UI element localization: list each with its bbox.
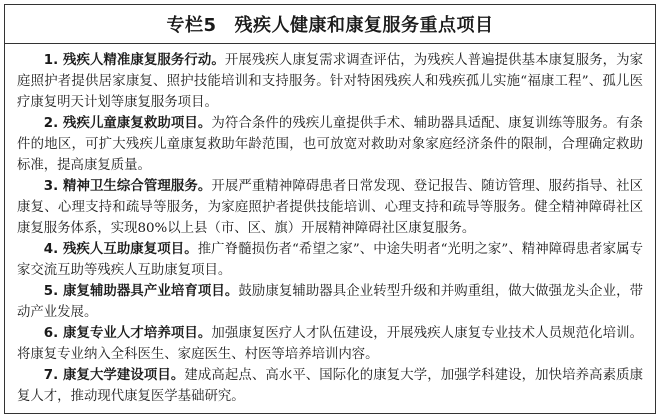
project-item-4	[17, 239, 643, 281]
column-header	[5, 5, 655, 44]
project-item-5	[17, 281, 643, 323]
project-lead: 6. 康复专业人才培养项目。	[43, 326, 212, 341]
project-lead: 3. 精神卫生综合管理服务。	[43, 179, 212, 194]
project-lead: 5. 康复辅助器具产业培育项目。	[43, 284, 239, 299]
project-text: 开展严重精神障碍患者日常发现、登记报告、随访管理、服药指导、社区康复、心理支持和疏导等服务，为家庭照护者提供技能培训、心理支持和疏导等服务。健全精神障碍社区康复服务体系，实现80%以上县（市、区、旗）开展精神障碍社区康复服务。	[17, 179, 643, 236]
project-text: 鼓励康复辅助器具企业转型升级和并购重组，做大做强龙头企业，带动产业发展。	[17, 284, 643, 320]
project-lead: 7. 康复大学建设项目。	[43, 368, 185, 383]
project-lead: 4. 残疾人互助康复项目。	[43, 242, 198, 257]
project-item-6	[17, 323, 643, 365]
column-title: 残疾人健康和康复服务重点项目	[234, 15, 494, 36]
project-item-3	[17, 176, 643, 239]
project-text: 开展残疾人康复需求调查评估，为残疾人普遍提供基本康复服务，为家庭照护者提供居家康复、照护技能培训和支持服务。针对特困残疾人和残疾孤儿实施“福康工程”、孤儿医疗康复明天计划等康复服务项目。	[17, 53, 643, 110]
project-item-7	[17, 365, 643, 407]
project-item-1	[17, 50, 643, 113]
project-text: 为符合条件的残疾儿童提供手术、辅助器具适配、康复训练等服务。有条件的地区，可扩大残疾儿童康复救助年龄范围，也可放宽对救助对象家庭经济条件的限制，合理确定救助标准，提高康复质量。	[17, 116, 643, 173]
column-label: 专栏5	[166, 15, 217, 36]
project-text: 加强康复医疗人才队伍建设，开展残疾人康复专业技术人员规范化培训。将康复专业纳入全科医生、家庭医生、村医等培养培训内容。	[17, 326, 643, 362]
project-lead: 2. 残疾儿童康复救助项目。	[43, 116, 212, 131]
column-content	[5, 44, 655, 407]
project-text: 建成高起点、高水平、国际化的康复大学，加强学科建设，加快培养高素质康复人才，推动现代康复医学基础研究。	[17, 368, 643, 404]
column-box	[4, 4, 656, 414]
project-item-2	[17, 113, 643, 176]
project-text: 推广脊髓损伤者“希望之家”、中途失明者“光明之家”、精神障碍患者家属专家交流互助等残疾人互助康复项目。	[17, 242, 643, 278]
project-lead: 1. 残疾人精准康复服务行动。	[43, 53, 225, 68]
